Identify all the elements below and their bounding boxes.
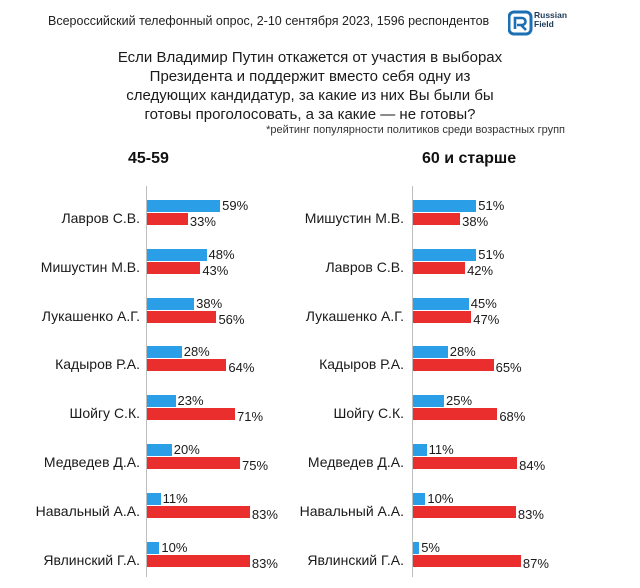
footnote: *рейтинг популярности политиков среди возрастных групп: [266, 124, 565, 136]
bar-row: [0, 296, 640, 344]
candidate-label: Лукашенко А.Г.: [305, 307, 404, 324]
candidate-label: Лукашенко А.Г.: [41, 307, 140, 324]
bar-ready: [413, 444, 427, 456]
bar-ready: [413, 493, 425, 505]
bar-not-ready: [413, 262, 465, 274]
question-line: следующих кандидатур, за какие из них Вы были бы: [126, 87, 494, 104]
bar-row: [0, 247, 640, 295]
candidate-label: Шойгу С.К.: [69, 405, 140, 422]
bar-row: [0, 442, 640, 490]
value-label-ready: 11%: [162, 490, 188, 506]
bar-row: [0, 393, 640, 441]
value-label-ready: 20%: [173, 442, 200, 457]
value-label-ready: 28%: [449, 344, 476, 360]
value-label-ready: 11%: [428, 442, 454, 457]
bar-ready: [413, 395, 444, 407]
bar-row: [0, 540, 640, 588]
value-label-not-ready: 33%: [189, 214, 216, 229]
value-label-not-ready: 84%: [519, 458, 546, 473]
survey-note: Всероссийский телефонный опрос, 2-10 сентября 2023, 1596 респондентов: [48, 14, 490, 28]
question-line: Если Владимир Путин откажется от участия в выборах: [117, 49, 503, 66]
bar-not-ready: [413, 555, 521, 567]
bar-ready: [413, 249, 476, 261]
value-label-ready: 38%: [196, 295, 223, 311]
candidate-label: Медведев Д.А.: [43, 454, 140, 470]
value-label-ready: 10%: [161, 539, 188, 555]
bar-not-ready: [413, 506, 516, 518]
value-label-not-ready: 64%: [228, 360, 255, 376]
group-title-60-plus: 60 и старше: [422, 150, 517, 167]
value-label-ready: 28%: [183, 344, 210, 360]
value-label-not-ready: 87%: [522, 555, 549, 571]
candidate-label: Шойгу С.К.: [333, 405, 404, 422]
value-label-not-ready: 47%: [473, 311, 500, 327]
bar-ready: [413, 346, 448, 358]
logo-text: [534, 11, 567, 29]
bar-row: [0, 198, 640, 246]
candidate-label: Кадыров Р.А.: [319, 356, 404, 373]
candidate-label: Кадыров Р.А.: [55, 356, 140, 373]
value-label-ready: 23%: [177, 393, 204, 409]
candidate-label: Лавров С.В.: [325, 258, 404, 275]
value-label-not-ready: 38%: [462, 214, 489, 229]
bar-not-ready: [413, 311, 471, 323]
value-label-ready: 25%: [446, 393, 473, 409]
candidate-label: Явлинский Г.А.: [307, 551, 404, 568]
value-label-not-ready: 43%: [202, 262, 229, 278]
value-label-ready: 5%: [421, 539, 440, 555]
bar-ready: [413, 542, 419, 554]
group-title-45-59: 45-59: [128, 150, 169, 167]
value-label-not-ready: 71%: [237, 409, 264, 425]
value-label-ready: 59%: [222, 198, 249, 213]
value-label-not-ready: 83%: [251, 555, 278, 571]
bar-ready: [413, 200, 476, 212]
bar-not-ready: [413, 457, 517, 469]
value-label-not-ready: 83%: [517, 506, 544, 522]
bar-not-ready: [413, 408, 497, 420]
candidate-label: Мишустин М.В.: [304, 210, 404, 226]
value-label-ready: 51%: [478, 198, 505, 213]
candidate-label: Явлинский Г.А.: [43, 551, 140, 568]
candidate-label: Навальный А.А.: [35, 502, 140, 519]
value-label-not-ready: 56%: [218, 311, 245, 327]
bar-not-ready: [413, 359, 494, 371]
value-label-not-ready: 42%: [467, 262, 494, 278]
value-label-not-ready: 68%: [499, 409, 526, 425]
value-label-ready: 51%: [478, 246, 505, 262]
candidate-label: Навальный А.А.: [299, 502, 404, 519]
value-label-not-ready: 75%: [242, 458, 269, 473]
value-label-not-ready: 65%: [495, 360, 522, 376]
value-label-ready: 48%: [208, 246, 235, 262]
candidate-label: Лавров С.В.: [61, 210, 140, 226]
value-label-ready: 10%: [427, 490, 454, 506]
survey-question: [70, 48, 550, 124]
value-label-ready: 45%: [470, 295, 497, 311]
question-line: готовы проголосовать, а за какие — не готовы?: [144, 106, 476, 123]
candidate-label: Мишустин М.В.: [40, 258, 140, 275]
question-line: Президента и поддержит вместо себя одну из: [149, 68, 471, 85]
bar-row: [0, 344, 640, 392]
logo-text-line: Russian: [534, 10, 568, 20]
bar-ready: [413, 298, 469, 310]
bar-row: [0, 491, 640, 539]
bar-not-ready: [413, 213, 460, 225]
candidate-label: Медведев Д.А.: [307, 454, 404, 470]
logo-text-line: Field: [534, 19, 554, 29]
value-label-not-ready: 83%: [251, 506, 278, 522]
